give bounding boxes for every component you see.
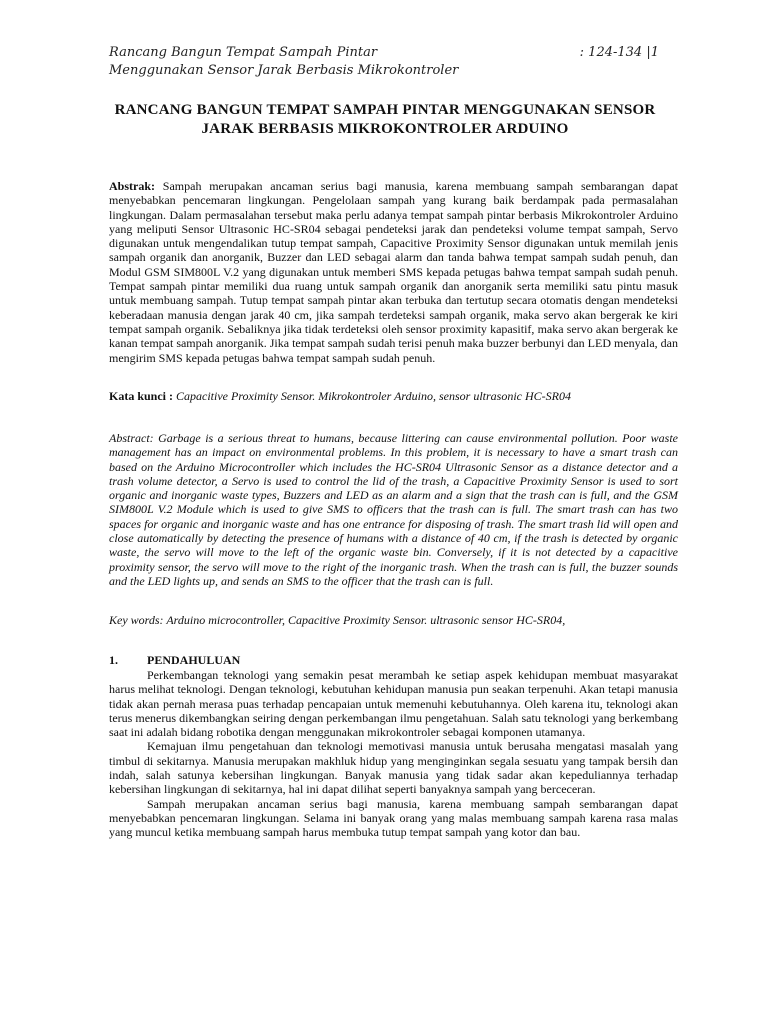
paper-title-line-2: JARAK BERBASIS MIKROKONTROLER ARDUINO [201, 121, 569, 137]
abstrak-paragraph [109, 179, 678, 365]
kata-kunci-line [109, 389, 678, 403]
body-paragraph: Sampah merupakan ancaman serius bagi manusia, karena membuang sampah sembarangan dapat menyebabkan pencemaran lingkungan. Selama ini banyak orang yang malas membuang sampah karena rasa malas yang muncul ketika membuang sampah harus membuka tutup tempat sampah yang kotor dan bau. [109, 796, 678, 840]
kata-kunci-label: Kata kunci : [109, 389, 174, 403]
body-paragraph: Kemajuan ilmu pengetahuan dan teknologi memotivasi manusia untuk berusaha mengatasi masalah yang timbul di sekitarnya. Manusia merupakan makhluk hidup yang menginginkan segala sesuatu yang tampak bersih dan indah, salah satunya kebersihan lingkungan. Banyak manusia yang tidak sadar akan kepeduliannya terhadap kebersihan lingkungan di sekitarnya, hal ini dapat dilihat seperti banyaknya sampah yang berceceran. [109, 739, 678, 797]
body-paragraph: Perkembangan teknologi yang semakin pesat merambah ke setiap aspek kehidupan membuat masyarakat harus melihat teknologi. Dengan teknologi, kebutuhan kehidupan manusia pun seakan terpenuhi. Akan tetapi manusia tidak akan pernah merasa puas terhadap pencapaian untuk memenuhi kebutuhannya. Oleh karena itu, teknologi akan terus menerus dikembangkan seiring dengan perkembangan ilmu pengetahuan. Salah satu teknologi yang berkembang saat ini adalah bidang robotika dengan menggunakan mikrokontroler sebagai komponen utamanya. [109, 668, 678, 740]
kata-kunci-text: Capacitive Proximity Sensor. Mikrokontroler Arduino, sensor ultrasonic HC-SR04 [176, 389, 571, 403]
abstrak-label: Abstrak: [109, 179, 156, 193]
section-title: PENDAHULUAN [147, 653, 241, 667]
paper-title-line-1: RANCANG BANGUN TEMPAT SAMPAH PINTAR MENGGUNAKAN SENSOR [114, 102, 656, 118]
section-heading [109, 653, 240, 668]
paper-title [90, 101, 680, 139]
key-words-line: Key words: Arduino microcontroller, Capacitive Proximity Sensor. ultrasonic sensor HC-SR04, [109, 613, 566, 627]
header-page-range: : 124-134 |1 [579, 45, 659, 60]
abstract-english-paragraph: Abstract: Garbage is a serious threat to humans, because littering can cause environmental pollution. Poor waste management has an impact on environmental problems. In this problem, it is necessary to have a smart trash can based on the Arduino Microcontroller which includes the HC-SR04 Ultrasonic Sensor as a distance detector and a trash volume detector, a Servo is used to control the lid of the trash, a Capacitive Proximity Sensor is used to sort organic and inorganic waste types, Buzzers and LED as an alarm and a sign that the trash can is full, and the GSM SIM800L V.2 Module which is used to give SMS to officers that the trash can is full. The smart trash can has two spaces for organic and inorganic waste and has one entrance for disposing of trash. The smart trash lid will open and close automatically by detecting the presence of humans with a distance of 40 cm, if the trash is detected by organic waste, the servo will move to the left of the organic waste bin. Conversely, if it is not detected by a capacitive proximity sensor, the servo will move to the right of the inorganic trash. When the trash can is full, the buzzer sounds and the LED lights up, and sends an SMS to the officer that the trash can is full. [109, 431, 678, 588]
header-title-line-1: Rancang Bangun Tempat Sampah Pintar [109, 45, 378, 60]
header-title-line-2: Menggunakan Sensor Jarak Berbasis Mikrokontroler [109, 63, 459, 78]
section-body [109, 668, 678, 840]
section-number: 1. [109, 653, 118, 667]
abstrak-text: Sampah merupakan ancaman serius bagi manusia, karena membuang sampah sembarangan dapat menyebabkan pencemaran lingkungan. Pengelolaan sampah yang kurang baik berdampak pada permasalahan lingkungan. Dalam permasalahan tersebut maka perlu adanya tempat sampah pintar berbasis Mikrokontroler Arduino yang meliputi Sensor Ultrasonic HC-SR04 sebagai pendeteksi jarak dan pendeteksi volume tempat sampah, Servo digunakan untuk mengendalikan tutup tempat sampah, Capacitive Proximity Sensor digunakan untuk memilah jenis sampah organik dan anorganik, Buzzer dan LED sebagai alarm dan tanda bahwa tempat sampah sudah penuh, dan Modul GSM SIM800L V.2 yang digunakan untuk memberi SMS kepada petugas bahwa tempat sampah sudah penuh. Tempat sampah pintar memiliki dua ruang untuk sampah organik dan anorganik serta memiliki satu pintu masuk untuk membuang sampah. Tutup tempat sampah pintar akan terbuka dan tertutup secara otomatis dengan mendeteksi keberadaan manusia dengan jarak 40 cm, jika sampah terdeteksi sampah organik, maka servo akan bergerak ke kiri tempat sampah organik. Sebaliknya jika tidak terdeteksi oleh sensor proximity kapasitif, maka servo akan bergerak ke kanan tempat sampah anorganik. Jika tempat sampah sudah terisi penuh maka buzzer berbunyi dan LED menyala, dan mengirim SMS kepada petugas bahwa tempat sampah sudah penuh. [109, 179, 679, 365]
header-journal-title [109, 44, 458, 80]
